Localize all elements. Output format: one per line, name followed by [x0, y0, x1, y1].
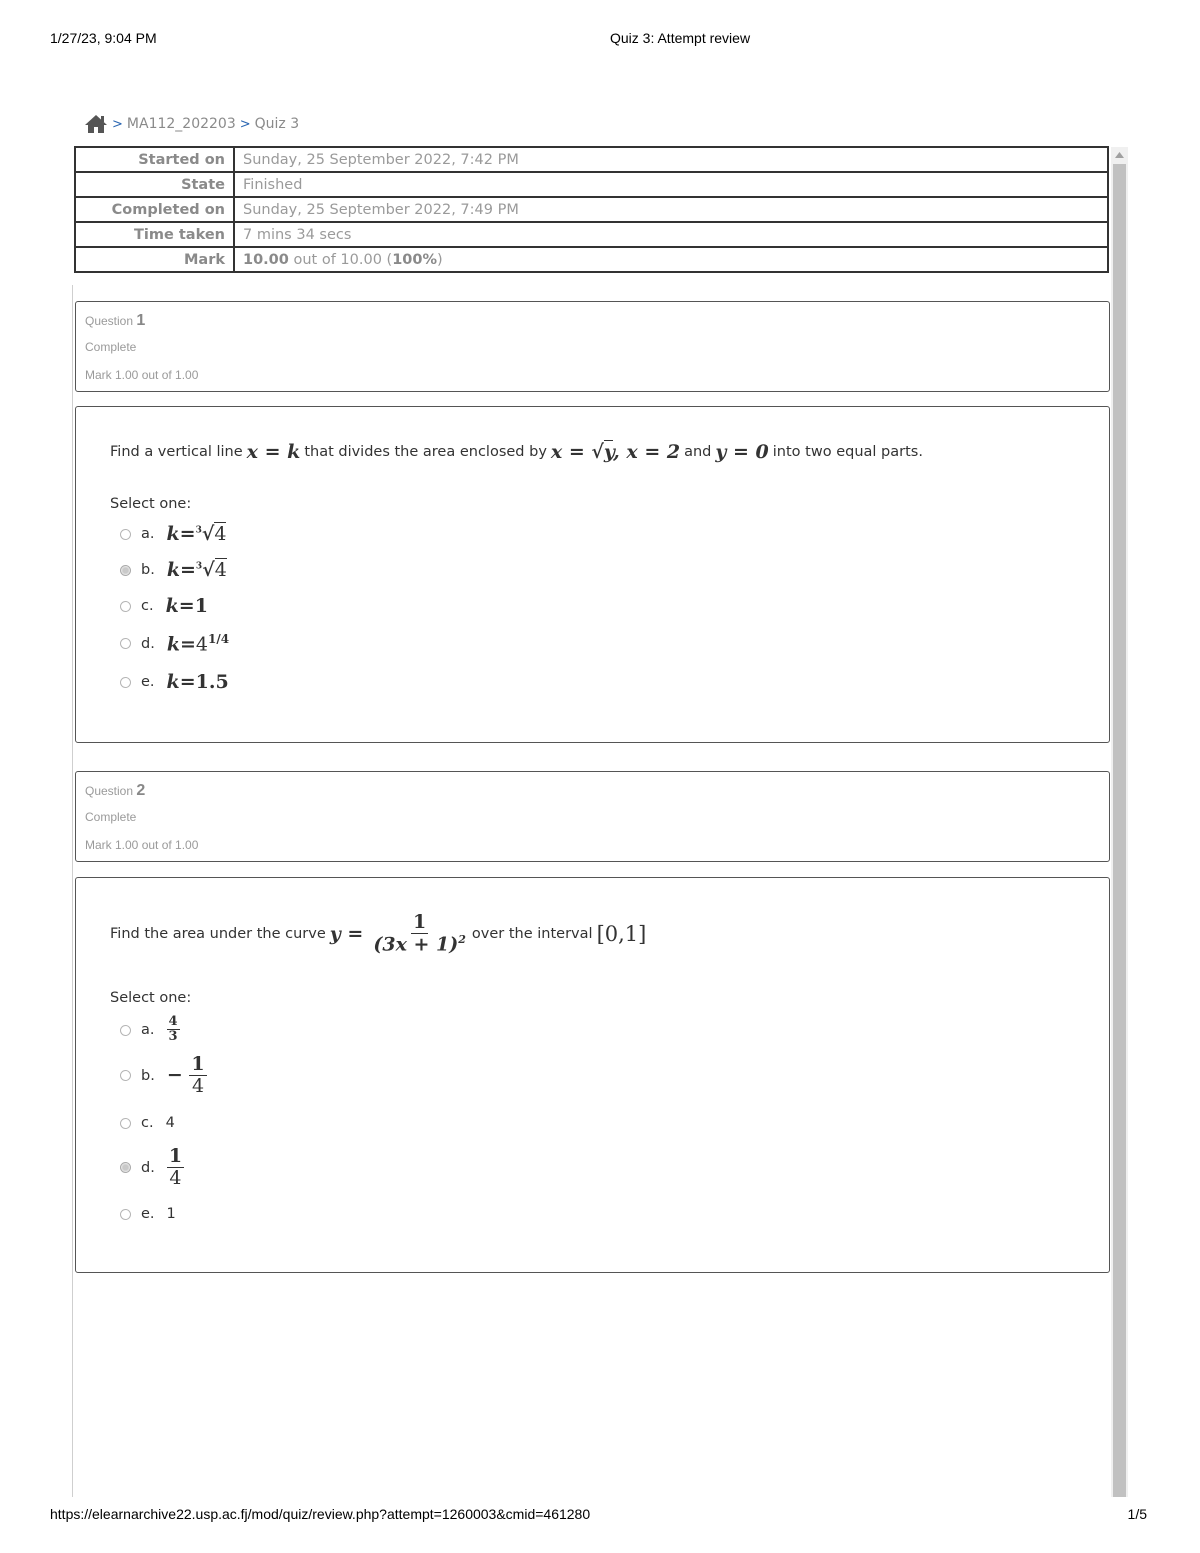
answer-option[interactable]: [120, 1015, 180, 1045]
fraction-denominator: 4: [169, 1166, 182, 1189]
question-state: Complete: [85, 810, 137, 824]
fraction-denominator: [371, 934, 468, 956]
answer-option[interactable]: [120, 523, 226, 545]
answer-option[interactable]: [120, 1146, 184, 1190]
option-letter: a.: [141, 526, 155, 542]
root-index: 3: [195, 525, 202, 536]
option-answer: 1: [166, 1206, 176, 1222]
fraction-numerator: 1: [168, 1145, 183, 1167]
frame-left-border: [72, 285, 73, 1497]
math-radicand: y: [603, 441, 614, 463]
select-one-prompt: Select one:: [110, 496, 192, 512]
question-text-part: that divides the area enclosed by: [304, 444, 547, 460]
answer-option[interactable]: [120, 632, 229, 655]
option-letter: a.: [141, 1022, 155, 1039]
math-expression: x = k: [246, 441, 301, 463]
math-expression: [551, 441, 680, 463]
math-var: k: [166, 523, 180, 545]
summary-label: State: [75, 172, 234, 197]
table-row: [75, 222, 1108, 247]
answer-option[interactable]: [120, 1206, 176, 1222]
question-grade: Mark 1.00 out of 1.00: [85, 368, 199, 382]
option-answer: 4: [165, 1115, 175, 1131]
breadcrumb-separator: >: [239, 116, 251, 132]
question-number-value: 1: [136, 312, 146, 329]
math-eq: =: [178, 595, 195, 617]
question-2-content: [75, 877, 1110, 1273]
radio-button[interactable]: [120, 1209, 131, 1220]
option-answer: [167, 632, 229, 655]
print-date: 1/27/23, 9:04 PM: [50, 30, 157, 46]
question-text-part: Find a vertical line: [110, 444, 243, 460]
question-text-part: and: [684, 444, 712, 460]
math-radicand: 4: [214, 559, 227, 581]
math-interval: [0,1]: [596, 922, 647, 947]
mark-score: 10.00: [243, 251, 289, 268]
option-answer: k=$^3$√4: [166, 559, 227, 581]
option-answer: [166, 595, 208, 617]
option-answer: [167, 1146, 184, 1190]
radio-button[interactable]: [120, 638, 131, 649]
question-number: [85, 782, 145, 800]
answer-option[interactable]: [120, 1115, 175, 1131]
breadcrumb-course-link[interactable]: MA112_202203: [126, 116, 236, 132]
question-1-info: [75, 301, 1110, 392]
radio-button[interactable]: [120, 601, 131, 612]
question-state: Complete: [85, 340, 137, 354]
option-letter: b.: [141, 562, 155, 578]
option-letter: e.: [141, 674, 155, 690]
math-eq: =: [179, 523, 196, 545]
sqrt-symbol: √: [591, 441, 604, 463]
print-header: [50, 30, 1150, 50]
question-label: Question: [85, 784, 134, 798]
option-answer: [167, 1015, 180, 1045]
radio-button[interactable]: [120, 677, 131, 688]
math-eq: =: [180, 559, 196, 581]
attempt-summary-table: [74, 146, 1109, 273]
mark-percent: 100%: [392, 251, 437, 268]
summary-value: 7 mins 34 secs: [234, 222, 1108, 247]
table-row: [75, 147, 1108, 172]
select-one-prompt: Select one:: [110, 990, 192, 1006]
math-exponent: 2: [458, 932, 466, 946]
table-row: [75, 247, 1108, 272]
radio-button[interactable]: [120, 1070, 131, 1081]
fraction-numerator: 1: [413, 911, 427, 933]
radio-button[interactable]: [120, 1118, 131, 1129]
option-answer: k=$^3$√4: [166, 523, 227, 545]
math-expression: y =: [329, 923, 364, 946]
scroll-up-arrow-icon[interactable]: [1111, 147, 1128, 163]
summary-value: Finished: [234, 172, 1108, 197]
fraction-denominator: 4: [191, 1074, 205, 1097]
question-text: [110, 912, 650, 956]
breadcrumb: [84, 113, 299, 135]
question-text-part: into two equal parts.: [772, 444, 923, 460]
question-1-content: [75, 406, 1110, 743]
summary-label: Started on: [75, 147, 234, 172]
math-eq: =: [180, 633, 196, 656]
question-number: [85, 312, 145, 330]
question-label: Question: [85, 314, 134, 328]
math-exponent: 1/4: [208, 632, 230, 646]
math-var: k: [166, 559, 180, 581]
math-var: k: [165, 595, 179, 617]
answer-option[interactable]: [120, 559, 227, 581]
radio-button[interactable]: [120, 1025, 131, 1036]
option-letter: b.: [141, 1067, 155, 1084]
math-value: 1.5: [195, 671, 229, 693]
summary-value: Sunday, 25 September 2022, 7:42 PM: [234, 147, 1108, 172]
summary-value: Sunday, 25 September 2022, 7:49 PM: [234, 197, 1108, 222]
math-part: , x = 2: [613, 441, 681, 463]
option-letter: c.: [141, 1115, 154, 1131]
math-var: k: [166, 633, 180, 656]
option-letter: d.: [141, 635, 155, 652]
option-answer: [167, 671, 229, 693]
math-var: k: [166, 671, 180, 693]
table-row: [75, 172, 1108, 197]
table-row: [75, 197, 1108, 222]
math-value: 1: [194, 595, 208, 617]
print-page-number: 1/5: [1127, 1506, 1147, 1522]
print-footer: [50, 1506, 1150, 1526]
question-2-info: [75, 771, 1110, 862]
scrollbar-thumb[interactable]: [1113, 164, 1126, 1497]
summary-label: Mark: [75, 247, 234, 272]
fraction-numerator: 4: [168, 1014, 178, 1029]
summary-label: Time taken: [75, 222, 234, 247]
breadcrumb-separator: >: [112, 116, 123, 132]
answer-option[interactable]: [120, 671, 229, 693]
fraction-denominator: 3: [168, 1029, 178, 1045]
option-letter: d.: [141, 1159, 155, 1176]
home-icon[interactable]: [84, 114, 108, 134]
summary-label: Completed on: [75, 197, 234, 222]
print-url: https://elearnarchive22.usp.ac.fj/mod/quiz/review.php?attempt=1260003&cmid=461280: [50, 1506, 591, 1522]
summary-mark-value: [234, 247, 1108, 272]
mark-close: ): [437, 251, 443, 268]
math-sign: −: [166, 1063, 183, 1086]
question-text-part: Find the area under the curve: [110, 926, 326, 943]
math-fraction: [189, 1054, 206, 1098]
option-letter: e.: [141, 1206, 155, 1222]
radio-button-checked[interactable]: [120, 1162, 131, 1173]
root-index: 3: [195, 561, 203, 572]
math-fraction: [167, 1146, 184, 1190]
question-grade: Mark 1.00 out of 1.00: [85, 838, 199, 852]
option-letter: c.: [141, 598, 154, 614]
question-text: [110, 441, 923, 463]
radio-button[interactable]: [120, 529, 131, 540]
math-eq: =: [179, 671, 196, 693]
math-part: (3x + 1): [373, 933, 459, 956]
math-base: 4: [195, 633, 209, 656]
vertical-scrollbar[interactable]: [1111, 147, 1128, 1497]
math-fraction: [371, 912, 468, 956]
option-answer: [167, 1054, 207, 1098]
math-fraction: [167, 1015, 180, 1045]
radio-button-checked[interactable]: [120, 565, 131, 576]
breadcrumb-quiz-link[interactable]: Quiz 3: [254, 116, 300, 132]
math-radicand: 4: [214, 523, 227, 545]
question-text-part: over the interval: [471, 926, 593, 943]
math-expression: y = 0: [715, 441, 769, 463]
print-title: Quiz 3: Attempt review: [610, 30, 751, 46]
fraction-numerator: 1: [191, 1053, 205, 1075]
question-number-value: 2: [136, 782, 146, 799]
answer-option[interactable]: [120, 1054, 207, 1098]
answer-option[interactable]: [120, 595, 208, 617]
math-part: x =: [550, 441, 585, 463]
mark-out-of: out of 10.00 (: [288, 251, 393, 268]
